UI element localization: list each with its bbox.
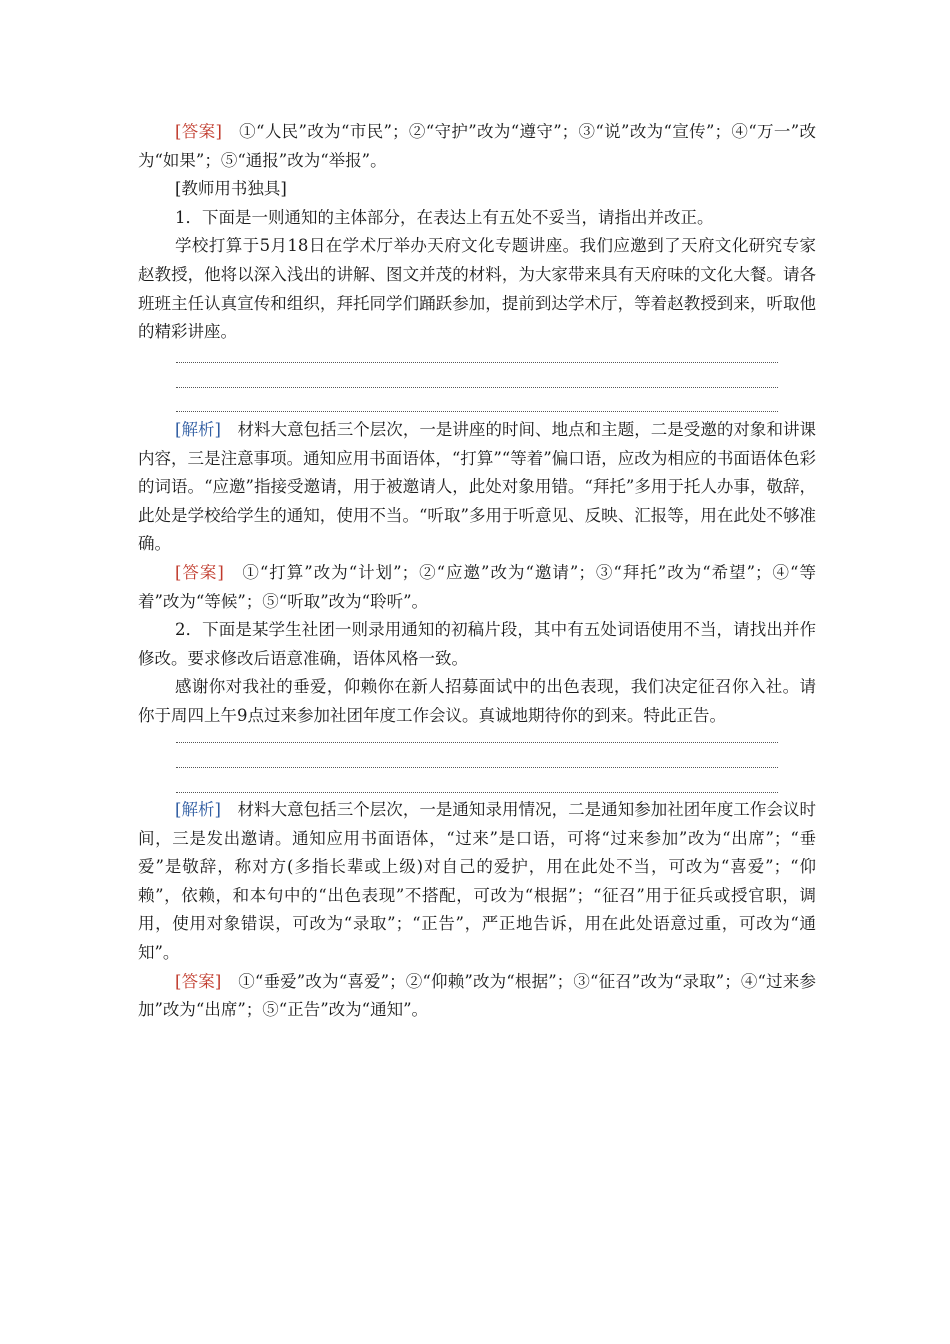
analysis-tag: [解析]	[175, 800, 221, 819]
answer-line-4	[176, 742, 778, 743]
answer-text: ①“人民”改为“市民”；②“守护”改为“遵守”；③“说”改为“宣传”；④“万一”改为“如果”；⑤“通报”改为“举报”。	[138, 122, 816, 170]
teacher-note: [教师用书独具]	[175, 179, 287, 199]
answer-paragraph-2	[138, 559, 816, 616]
section-q2-solution	[138, 796, 816, 1025]
question-2-passage: 感谢你对我社的垂爱，仰赖你在新人招募面试中的出色表现，我们决定征召你入社。请你于周四上午9点过来参加社团年度工作会议。真诚地期待你的到来。特此正告。	[138, 677, 816, 725]
answer-line-6	[176, 792, 778, 793]
section-q1-solution	[138, 416, 816, 731]
answer-tag: [答案]	[175, 122, 222, 141]
answer-line-5	[176, 767, 778, 768]
section-q1	[138, 118, 816, 347]
answer-text: ①“垂爱”改为“喜爱”；②“仰赖”改为“根据”；③“征召”改为“录取”；④“过来参加”改为“出席”；⑤“正告”改为“通知”。	[138, 971, 816, 1020]
question-1-passage: 学校打算于5月18日在学术厅举办天府文化专题讲座。我们应邀到了天府文化研究专家赵教授，他将以深入浅出的讲解、图文并茂的材料，为大家带来具有天府味的文化大餐。请各班班主任认真宣传和组织，拜托同学们踊跃参加，提前到达学术厅，等着赵教授到来，听取他的精彩讲座。	[138, 236, 816, 342]
answer-tag: [答案]	[175, 971, 222, 991]
analysis-paragraph-1	[138, 416, 816, 559]
answer-text: ①“打算”改为“计划”；②“应邀”改为“邀请”；③“拜托”改为“希望”；④“等着”改为“等候”；⑤“听取”改为“聆听”。	[138, 562, 816, 611]
answer-tag: [答案]	[175, 562, 224, 582]
answer-paragraph-1	[138, 118, 816, 175]
answer-line-1	[176, 362, 778, 363]
answer-paragraph-3	[138, 968, 816, 1025]
question-1-prompt: 1．下面是一则通知的主体部分，在表达上有五处不妥当，请指出并改正。	[175, 207, 714, 227]
answer-line-3	[176, 411, 778, 412]
analysis-text: 材料大意包括三个层次，一是通知录用情况，二是通知参加社团年度工作会议时间，三是发出邀请。通知应用书面语体，“过来”是口语，可将“过来参加”改为“出席”；“垂爱”是敬辞，称对方(多指长辈或上级)对自己的爱护，用在此处不当，可改为“喜爱”；“仰赖”，依赖，和本句中的“出色表现”不搭配，可改为“根据”；“征召”用于征兵或授官职，调用，使用对象错误，可改为“录取”；“正告”，严正地告诉，用在此处语意过重，可改为“通知”。	[138, 800, 817, 962]
question-2-prompt: 2．下面是某学生社团一则录用通知的初稿片段，其中有五处词语使用不当，请找出并作修改。要求修改后语意准确，语体风格一致。	[138, 620, 816, 668]
analysis-paragraph-2	[138, 796, 816, 968]
analysis-text: 材料大意包括三个层次，一是讲座的时间、地点和主题，二是受邀的对象和讲课内容，三是注意事项。通知应用书面语体，“打算”“等着”偏口语，应改为相应的书面语体色彩的词语。“应邀”指接受邀请，用于被邀请人，此处对象用错。“拜托”多用于托人办事，敬辞，此处是学校给学生的通知，使用不当。“听取”多用于听意见、反映、汇报等，用在此处不够准确。	[138, 420, 817, 554]
analysis-tag: [解析]	[175, 420, 221, 439]
answer-line-2	[176, 387, 778, 388]
